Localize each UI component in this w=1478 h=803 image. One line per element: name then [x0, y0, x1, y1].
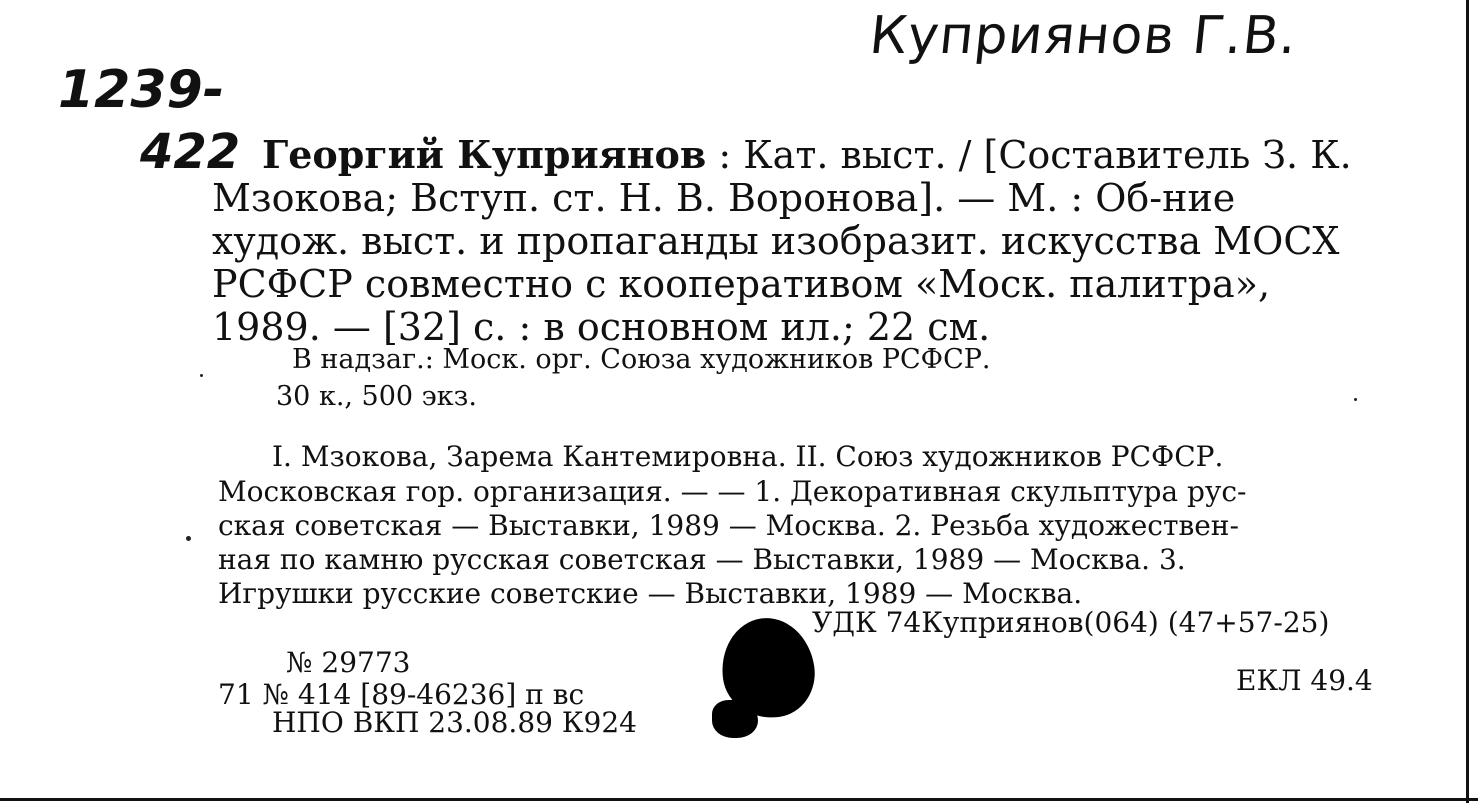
record-line-1-rest: : Кат. выст. / [Составитель З. К. [706, 133, 1352, 177]
record-line-3: худож. выст. и пропаганды изобразит. искусства МОСХ [212, 219, 1340, 263]
subject-line-4: ная по камню русская советская — Выставки, 1989 — Москва. 3. [218, 543, 1186, 576]
ink-speck [1354, 398, 1357, 401]
handwritten-author-note: Куприянов Г.В. [866, 6, 1301, 66]
print-order: 71 № 414 [89-46236] п вс [218, 678, 585, 711]
card-number: № 29773 [286, 646, 411, 679]
record-note-2: 30 к., 500 экз. [276, 381, 477, 412]
subject-line-5: Игрушки русские советские — Выставки, 1989 — Москва. [218, 577, 1083, 610]
record-note-1: В надзаг.: Моск. орг. Союза художников РСФСР. [292, 344, 991, 375]
udk-code: УДК 74Куприянов(064) (47+57-25) [812, 606, 1330, 639]
handwritten-shelf-code-line1: 1239- [58, 60, 225, 120]
subject-line-3: ская советская — Выставки, 1989 — Москва. 2. Резьба художествен- [218, 509, 1239, 542]
record-line-2: Мзокова; Вступ. ст. Н. В. Воронова]. — М. : Об-ние [212, 176, 1236, 220]
subject-line-1: I. Мзокова, Зарема Кантемировна. II. Союз художников РСФСР. [272, 440, 1224, 473]
card-bottom-edge [0, 798, 1478, 801]
record-line-4: РСФСР совместно с кооперативом «Моск. палитра», [212, 262, 1271, 306]
ink-blot-tail [712, 700, 758, 738]
subject-line-2: Московская гор. организация. — — 1. Декоративная скульптура рус- [218, 475, 1247, 508]
ink-speck [200, 374, 203, 377]
printer-info: НПО ВКП 23.08.89 К924 [272, 706, 637, 739]
record-line-1 [262, 132, 1352, 177]
record-title: Георгий Куприянов [262, 132, 707, 177]
ink-speck [186, 536, 191, 541]
ekl-code: ЕКЛ 49.4 [1236, 664, 1373, 697]
record-line-5: 1989. — [32] с. : в основном ил.; 22 см. [212, 305, 991, 349]
card-right-edge [1466, 0, 1469, 803]
handwritten-shelf-code-line2: 422 [140, 124, 241, 180]
